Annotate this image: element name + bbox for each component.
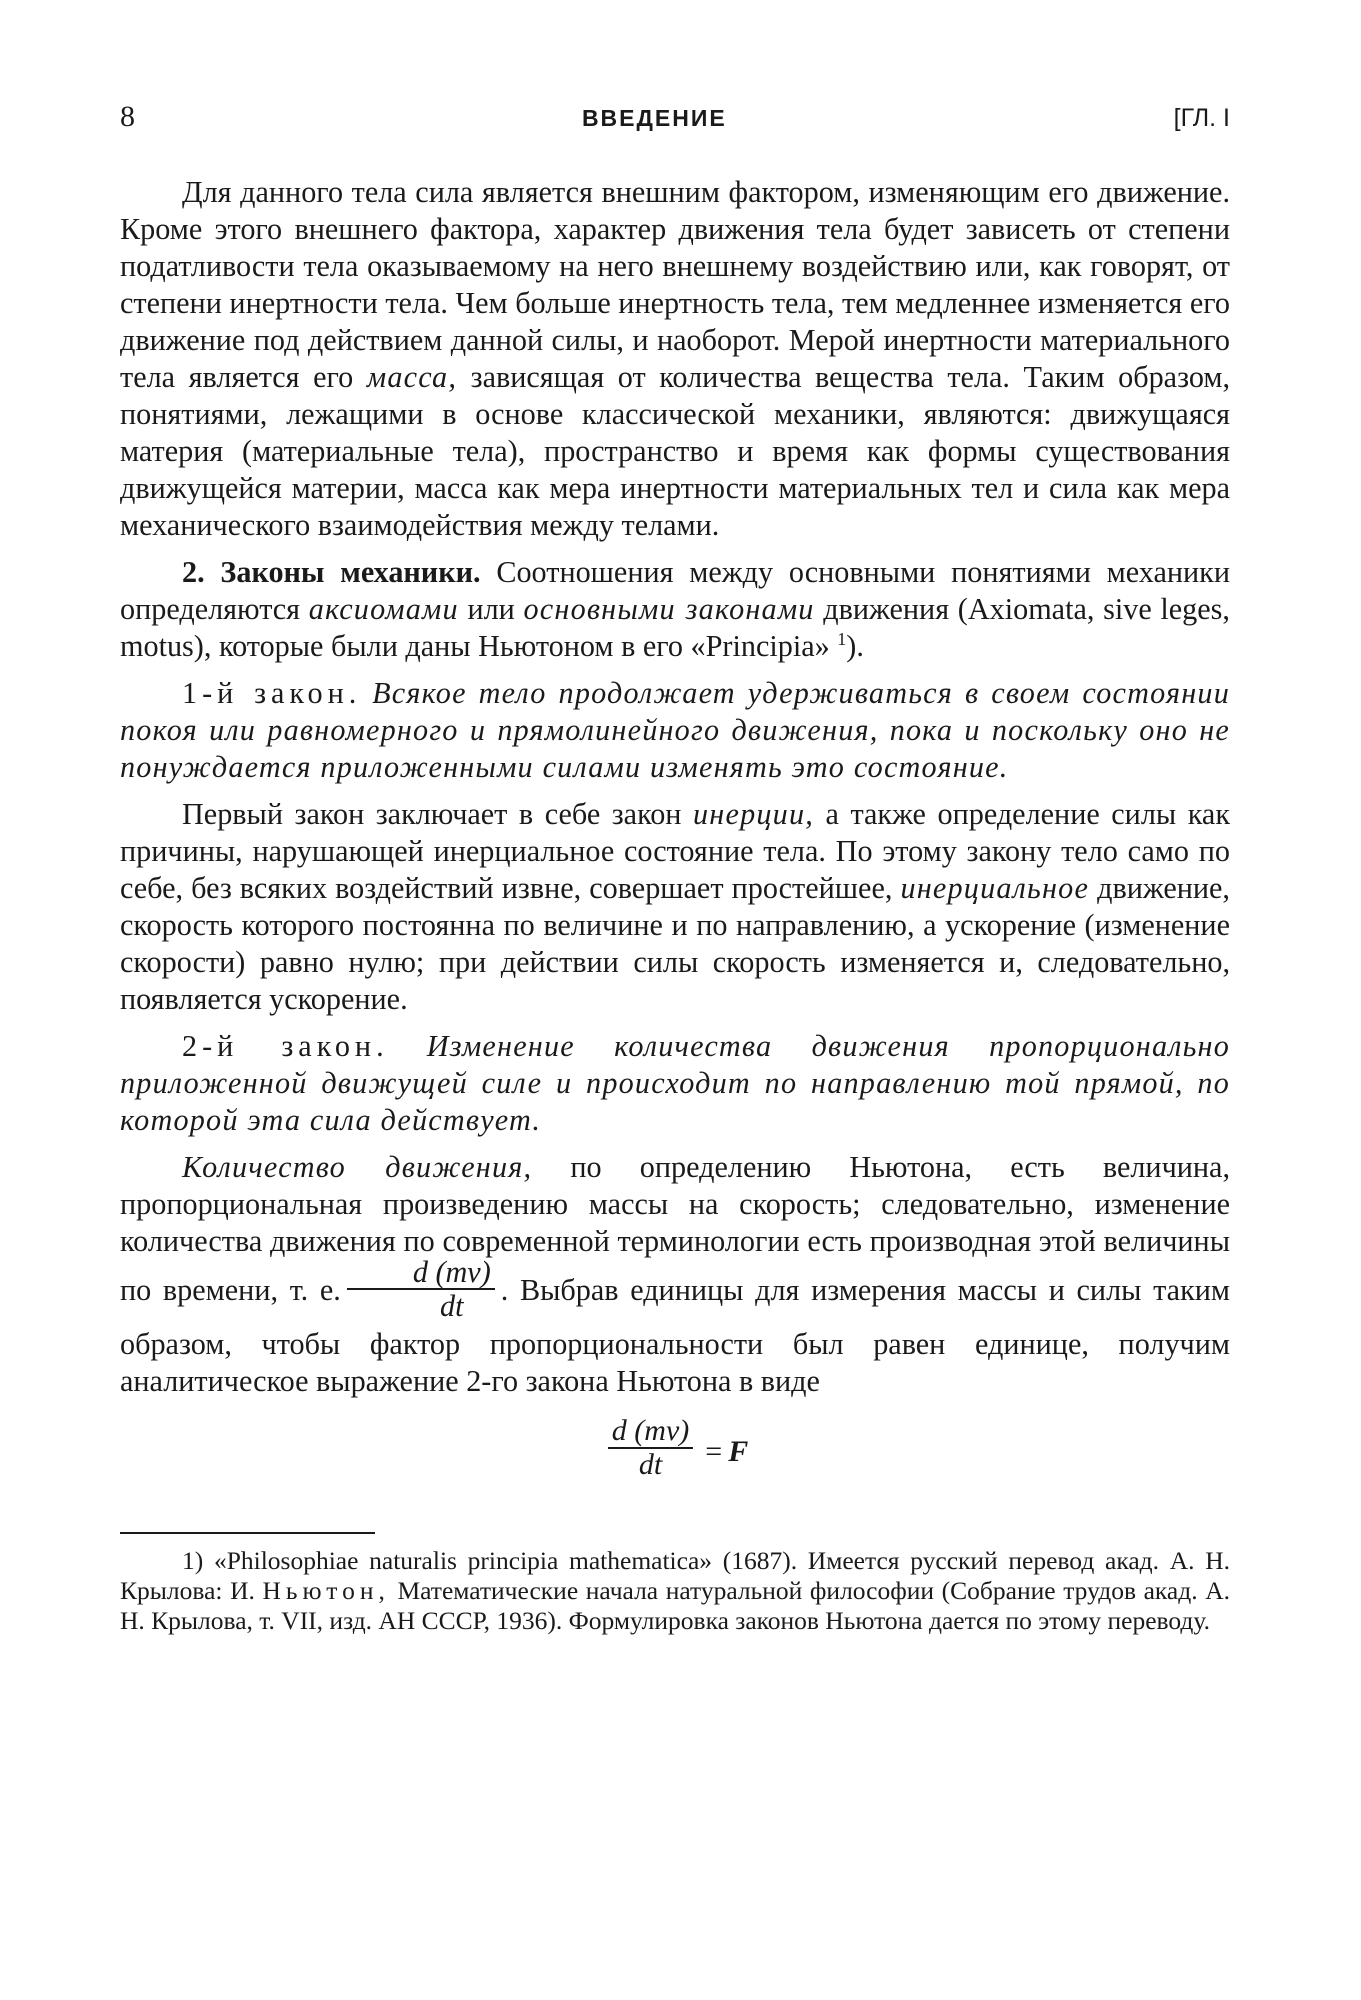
term-axioms: аксиомами: [308, 592, 459, 626]
paragraph-body-force: [120, 174, 1230, 544]
text-run: Первый закон заключает в себе закон: [182, 797, 693, 831]
page-number: 8: [120, 100, 135, 133]
first-law: [120, 675, 1230, 786]
law-statement: Изменение количества движения пропорционально приложенной движущей силе и происходит по направлению той прямой, по которой эта сила действует.: [120, 1029, 1231, 1137]
chapter-marker: [ГЛ. I: [1173, 104, 1230, 132]
term-inertia: инерции,: [693, 797, 814, 831]
footnote-number: 1: [182, 1546, 195, 1575]
section-laws-of-mechanics: [120, 554, 1230, 665]
text-run: или: [458, 592, 524, 626]
equation-numerator: d (mv): [608, 1415, 693, 1449]
newton-second-law-equation: [120, 1410, 1230, 1494]
fraction-numerator: d (mv): [347, 1256, 495, 1290]
equation-denominator: dt: [638, 1448, 663, 1481]
document-page: [120, 100, 1230, 1636]
text-run: Для данного тела сила является внешним фактором, изменяющим его движение. Кроме этого внешнего фактора, характер движения тела будет зависеть от степени податливости тела оказываемому на него внешнему воздействию или, как говорят, от степени инертности тела. Чем больше инертность тела, тем медленнее изменяется его движение под действием данной силы, и наоборот. Мерой инертности материального тела является его: [120, 175, 1230, 394]
equation-rhs: F: [728, 1435, 749, 1468]
footnote: [120, 1546, 1230, 1636]
second-law: [120, 1028, 1230, 1139]
paragraph-first-law-explanation: [120, 796, 1230, 1018]
footnote-author: Ньютон,: [262, 1576, 390, 1605]
text-run: Соотношения между основными понятиями механики определяются: [120, 555, 1230, 626]
text-run: . Выбрав единицы для измерения массы и силы таким образом, чтобы фактор пропорциональности был равен единице, получим аналитическое выражение 2-го закона Ньютона в виде: [120, 1272, 1230, 1398]
running-head: [120, 100, 1230, 140]
footnote-divider: [120, 1532, 375, 1534]
text-run: по определению Ньютона, есть величина, пропорциональная произведению массы на скорость; следовательно, изменение количества движения по современной терминологии есть производная этой величины по времени, т. е.: [120, 1150, 1231, 1307]
law-label: 2-й закон.: [182, 1029, 389, 1063]
text-run: зависящая от количества вещества тела. Таким образом, понятиями, лежащими в основе классической механики, являются: движущаяся материя (материальные тела), пространство и время как формы существования движущейся материи, масса как мера инертности материальных тел и сила как мера механического взаимодействия между телами.: [120, 360, 1230, 542]
term-momentum: Количество движения,: [182, 1150, 533, 1184]
law-label: 1-й закон.: [182, 676, 362, 710]
fraction-denominator: dt: [440, 1289, 464, 1323]
text-run: ).: [846, 629, 864, 663]
term-basic-laws: основными законами: [523, 592, 815, 626]
equals-sign: =: [705, 1435, 723, 1468]
text-run: движения (Axiomata, sive leges, motus), которые были даны Ньютоном в его «Principia»: [120, 592, 1230, 663]
law-statement: Всякое тело продолжает удерживаться в своем состоянии покоя или равномерного и прямолинейного движения, пока и поскольку оно не понуждается приложенными силами изменять это состояние.: [120, 676, 1231, 784]
paragraph-momentum: [120, 1149, 1230, 1400]
term-mass: масса,: [366, 360, 458, 394]
text-run: ) «Philosophiae naturalis principia mathematica» (1687). Имеется русский перевод акад. А. Н. Крылова: И.: [120, 1546, 1230, 1605]
running-title: ВВЕДЕНИЕ: [581, 105, 727, 131]
equation-fraction: [608, 1415, 693, 1481]
text-run: Математические начала натуральной философии (Собрание трудов акад. А. Н. Крылова, т. VII, изд. АН СССР, 1936). Формулировка законов Ньютона дается по этому переводу.: [120, 1576, 1231, 1635]
inline-fraction: [347, 1256, 495, 1322]
section-heading: 2. Законы механики.: [182, 555, 481, 589]
text-run: а также определение силы как причины, нарушающей инерциальное состояние тела. По этому закону тело само по себе, без всяких воздействий извне, совершает простейшее,: [120, 797, 1230, 905]
footnote-reference[interactable]: 1: [837, 628, 847, 649]
text-run: движение, скорость которого постоянна по величине и по направлению, а ускорение (изменение скорости) равно нулю; при действии силы скорость изменяется и, следовательно, появляется ускорение.: [120, 871, 1230, 1016]
term-inertial: инерциальное: [900, 871, 1090, 905]
